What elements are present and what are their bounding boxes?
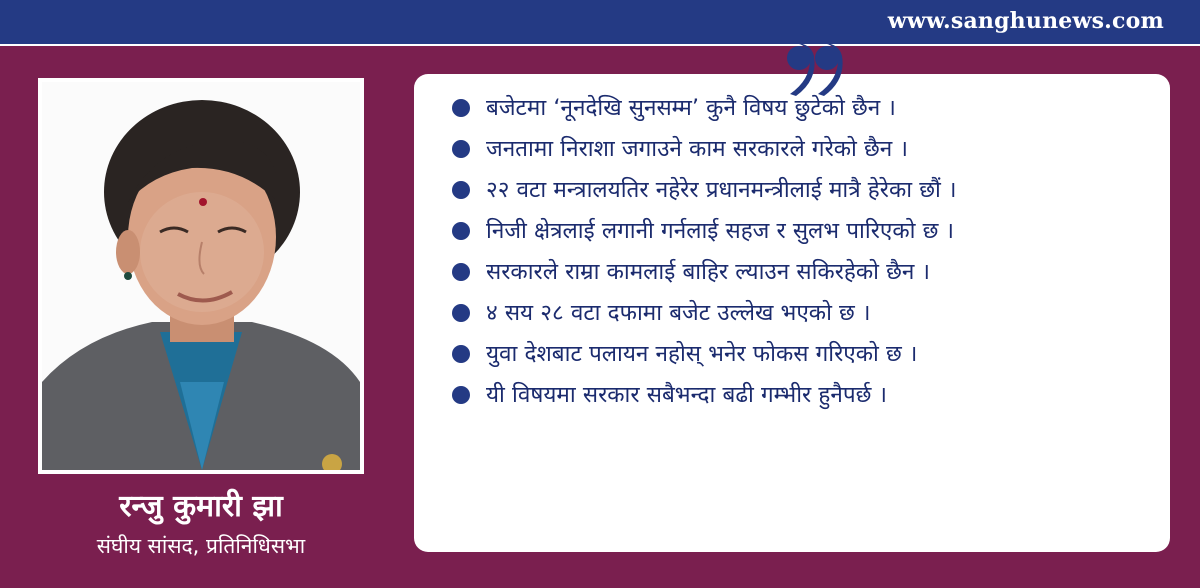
- bullet-icon: [452, 263, 470, 281]
- portrait-illustration: [42, 82, 360, 470]
- list-item: [450, 295, 1148, 332]
- person-name: रन्जु कुमारी झा: [119, 489, 283, 524]
- point-text: सरकारले राम्रा कामलाई बाहिर ल्याउन सकिरहेको छैन ।: [486, 259, 931, 285]
- point-text: २२ वटा मन्त्रालयतिर नहेरेर प्रधानमन्त्रीलाई मात्रै हेरेका छौं ।: [486, 177, 957, 203]
- list-item: [450, 377, 1148, 414]
- point-text: युवा देशबाट पलायन नहोस् भनेर फोकस गरिएको छ ।: [486, 341, 918, 367]
- portrait-photo: [42, 82, 360, 470]
- key-points-list: [450, 90, 1148, 418]
- list-item: [450, 172, 1148, 209]
- portrait-frame: [38, 78, 364, 474]
- list-item: [450, 336, 1148, 373]
- bullet-icon: [452, 99, 470, 117]
- point-text: जनतामा निराशा जगाउने काम सरकारले गरेको छैन ।: [486, 136, 908, 162]
- bullet-icon: [452, 304, 470, 322]
- point-text: ४ सय २८ वटा दफामा बजेट उल्लेख भएको छ ।: [486, 300, 871, 326]
- point-text: बजेटमा ‘नूनदेखि सुनसम्म’ कुनै विषय छुटेको छैन ।: [486, 95, 896, 121]
- header-bar: [0, 0, 1200, 46]
- list-item: [450, 131, 1148, 168]
- bullet-icon: [452, 222, 470, 240]
- bullet-icon: [452, 345, 470, 363]
- person-designation: संघीय सांसद, प्रतिनिधिसभा: [96, 534, 306, 558]
- list-item: [450, 254, 1148, 291]
- site-url[interactable]: www.sanghunews.com: [887, 8, 1164, 34]
- bullet-icon: [452, 140, 470, 158]
- bullet-icon: [452, 386, 470, 404]
- list-item: [450, 90, 1148, 127]
- list-item: [450, 213, 1148, 250]
- point-text: यी विषयमा सरकार सबैभन्दा बढी गम्भीर हुनैपर्छ ।: [486, 382, 888, 408]
- bullet-icon: [452, 181, 470, 199]
- point-text: निजी क्षेत्रलाई लगानी गर्नलाई सहज र सुलभ पारिएको छ ।: [486, 218, 955, 244]
